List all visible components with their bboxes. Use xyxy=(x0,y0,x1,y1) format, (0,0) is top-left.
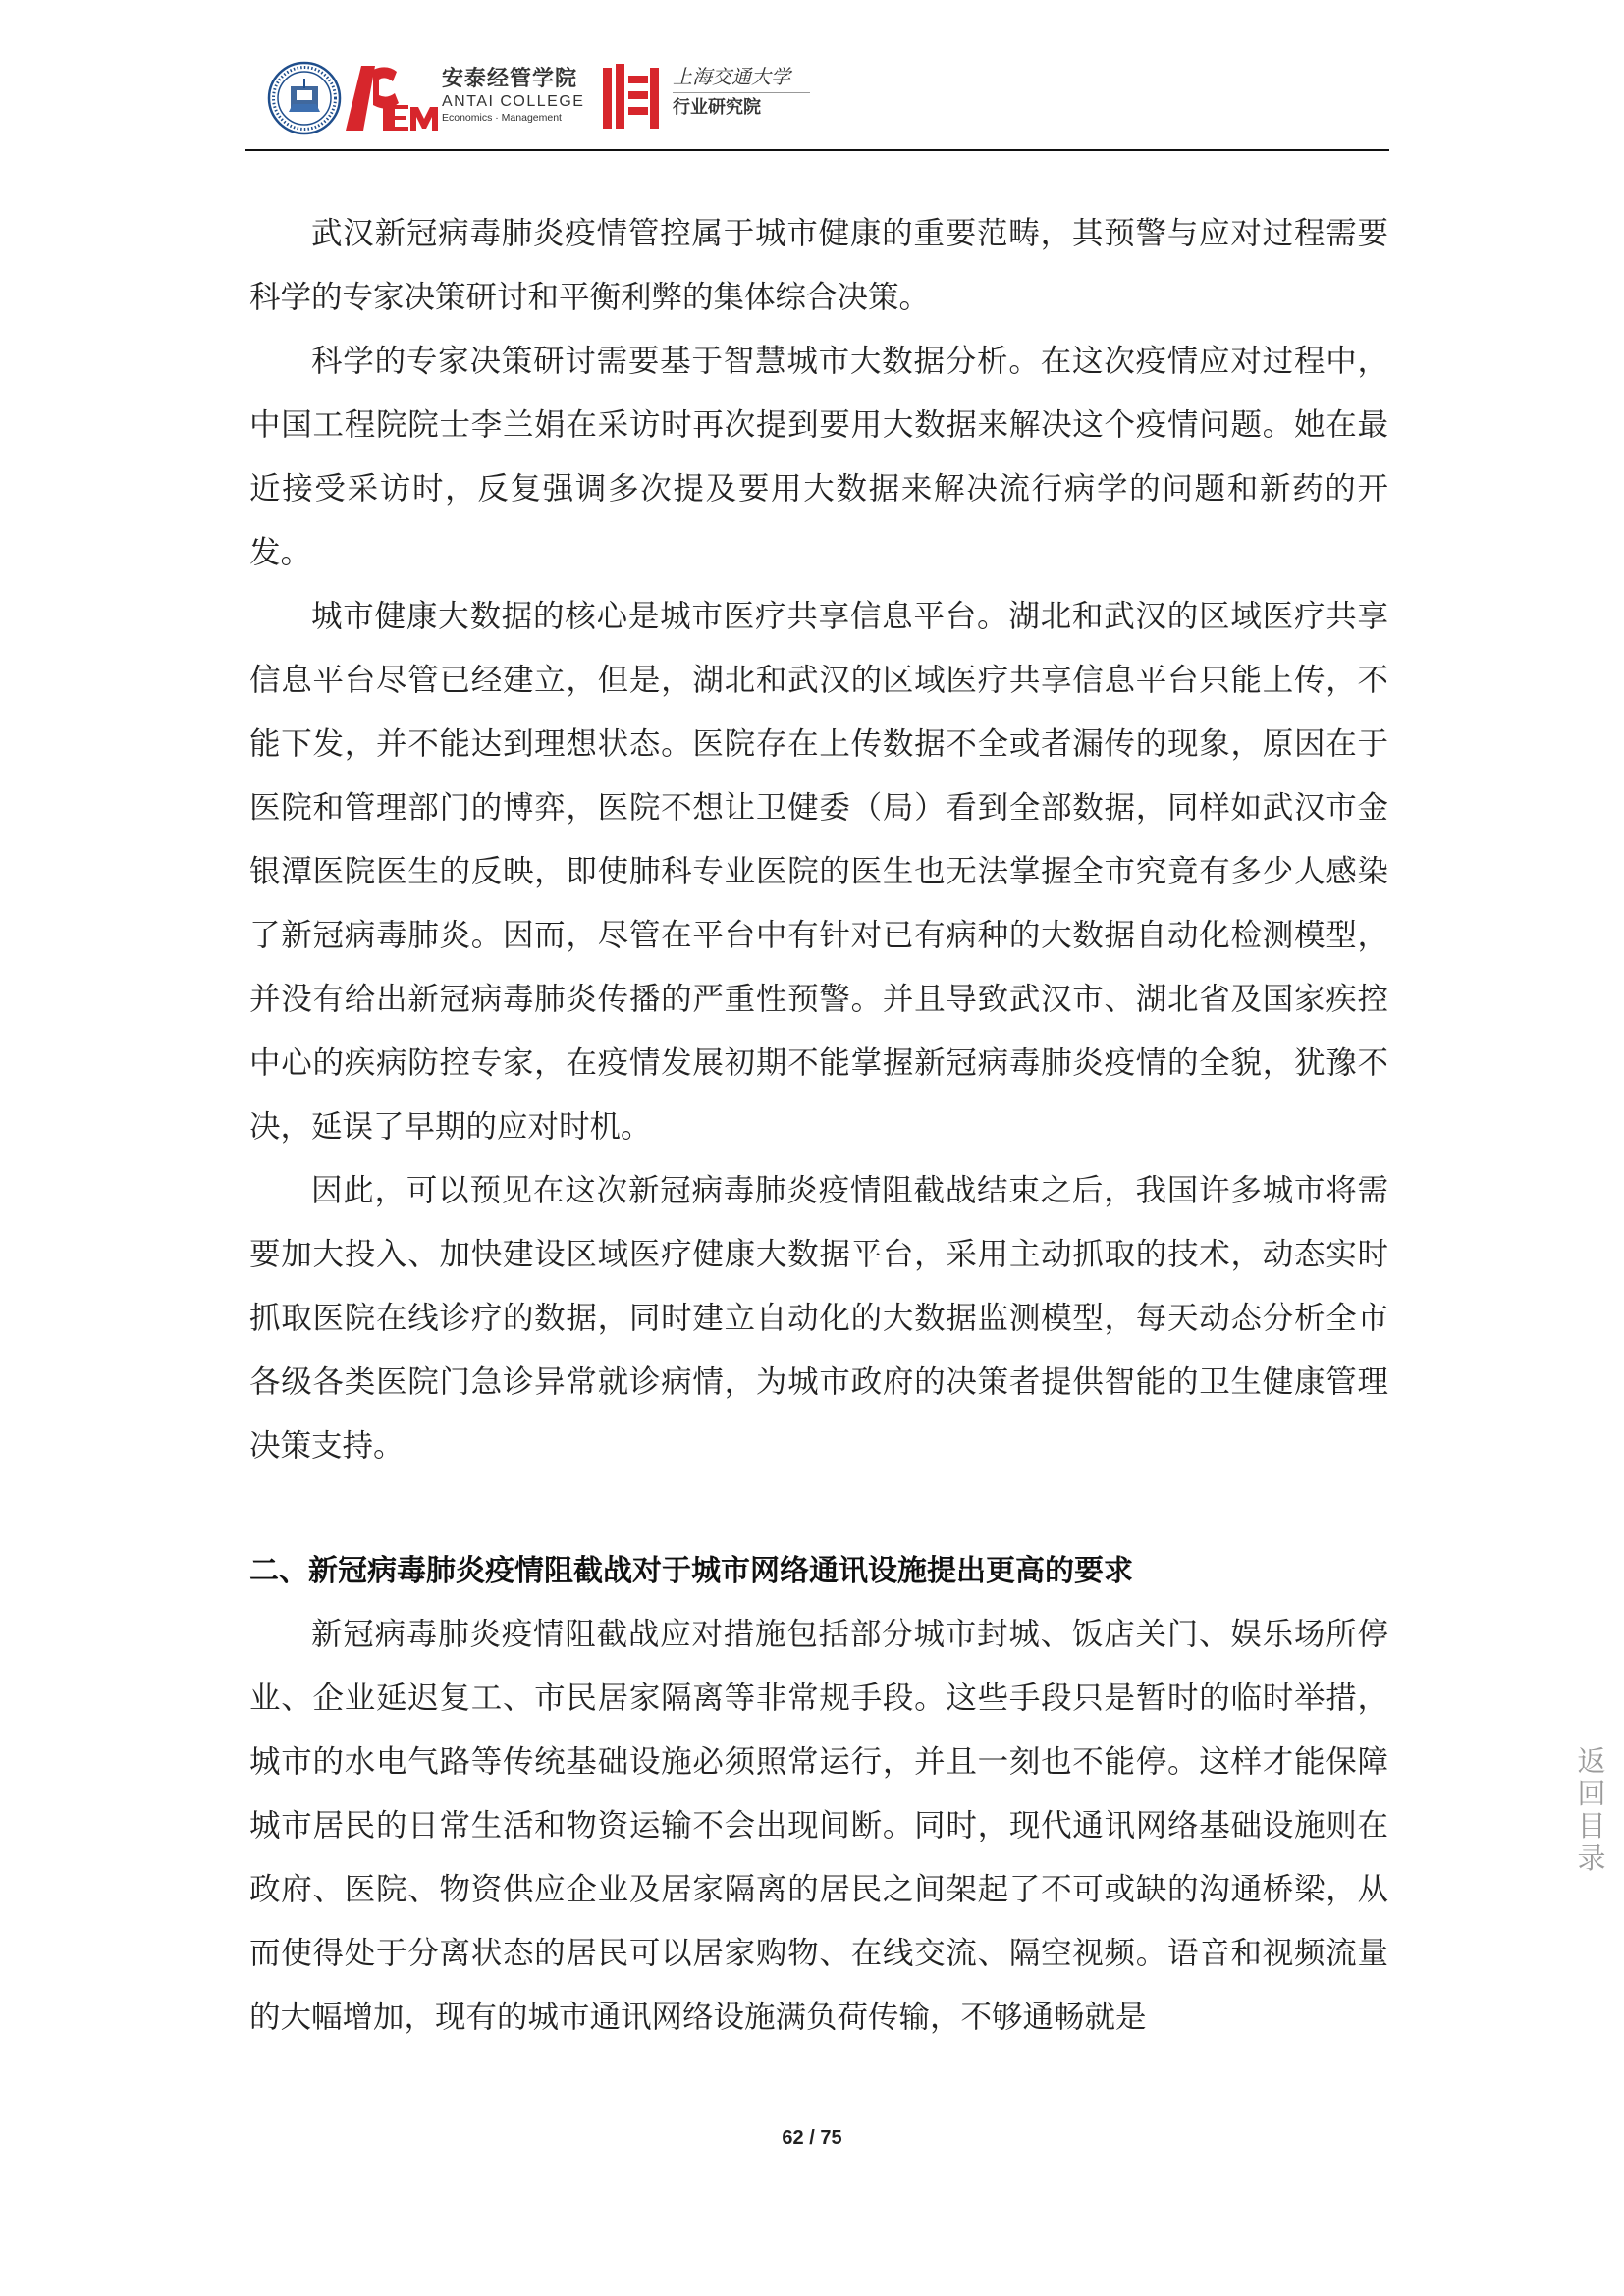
institute-wordmark xyxy=(673,63,810,123)
acem-subtitle: Economics · Management xyxy=(442,112,562,124)
body-paragraph: 城市健康大数据的核心是城市医疗共享信息平台。湖北和武汉的区域医疗共享信息平台尽管已经建立，但是，湖北和武汉的区域医疗共享信息平台只能上传，不能下发，并不能达到理想状态。医院存在上传数据不全或者漏传的现象，原因在于医院和管理部门的博弈，医院不想让卫健委（局）看到全部数据，同样如武汉市金银潭医院医生的反映，即使肺科专业医院的医生也无法掌握全市究竟有多少人感染了新冠病毒肺炎。因而，尽管在平台中有针对已有病种的大数据自动化检测模型，并没有给出新冠病毒肺炎传播的严重性预警。并且导致武汉市、湖北省及国家疾控中心的疾病防控专家，在疫情发展初期不能掌握新冠病毒肺炎疫情的全貌，犹豫不决，延误了早期的应对时机。 xyxy=(249,599,1388,1145)
header-divider xyxy=(245,149,1389,151)
acem-logo xyxy=(344,62,452,133)
sjtu-seal-logo xyxy=(267,61,342,135)
industry-institute-logo xyxy=(601,62,662,133)
acem-chinese-name: 安泰经管学院 xyxy=(442,67,578,91)
body-paragraph: 因此，可以预见在这次新冠病毒肺炎疫情阻截战结束之后，我国许多城市将需要加大投入、加快建设区域医疗健康大数据平台，采用主动抓取的技术，动态实时抓取医院在线诊疗的数据，同时建立自动化的大数据监测模型，每天动态分析全市各级各类医院门急诊异常就诊病情，为城市政府的决策者提供智能的卫生健康管理决策支持。 xyxy=(249,1173,1388,1464)
page-header xyxy=(245,57,1389,151)
university-name: 上海交通大学 xyxy=(673,63,810,93)
body-paragraph: 科学的专家决策研讨需要基于智慧城市大数据分析。在这次疫情应对过程中，中国工程院院士李兰娟在采访时再次提到要用大数据来解决这个疫情问题。她在最近接受采访时，反复强调多次提及要用大数据来解决流行病学的问题和新药的开发。 xyxy=(249,344,1388,570)
institute-name: 行业研究院 xyxy=(673,97,761,118)
body-paragraph: 新冠病毒肺炎疫情阻截战应对措施包括部分城市封城、饭店关门、娱乐场所停业、企业延迟复工、市民居家隔离等非常规手段。这些手段只是暂时的临时举措，城市的水电气路等传统基础设施必须照常运行，并且一刻也不能停。这样才能保障城市居民的日常生活和物资运输不会出现间断。同时，现代通讯网络基础设施则在政府、医院、物资供应企业及居家隔离的居民之间架起了不可或缺的沟通桥梁，从而使得处于分离状态的居民可以居家购物、在线交流、隔空视频。语音和视频流量的大幅增加，现有的城市通讯网络设施满负荷传输，不够通畅就是 xyxy=(249,1617,1388,2035)
page-number: 62 / 75 xyxy=(782,2127,842,2149)
document-body xyxy=(249,202,1388,2050)
acem-english-name: ANTAI COLLEGE xyxy=(442,93,585,110)
return-to-toc-link[interactable]: 返回目录 xyxy=(1577,1744,1606,1875)
section-heading: 二、新冠病毒肺炎疫情阻截战对于城市网络通讯设施提出更高的要求 xyxy=(249,1554,1133,1588)
body-paragraph: 武汉新冠病毒肺炎疫情管控属于城市健康的重要范畴，其预警与应对过程需要科学的专家决策研讨和平衡利弊的集体综合决策。 xyxy=(249,216,1388,315)
